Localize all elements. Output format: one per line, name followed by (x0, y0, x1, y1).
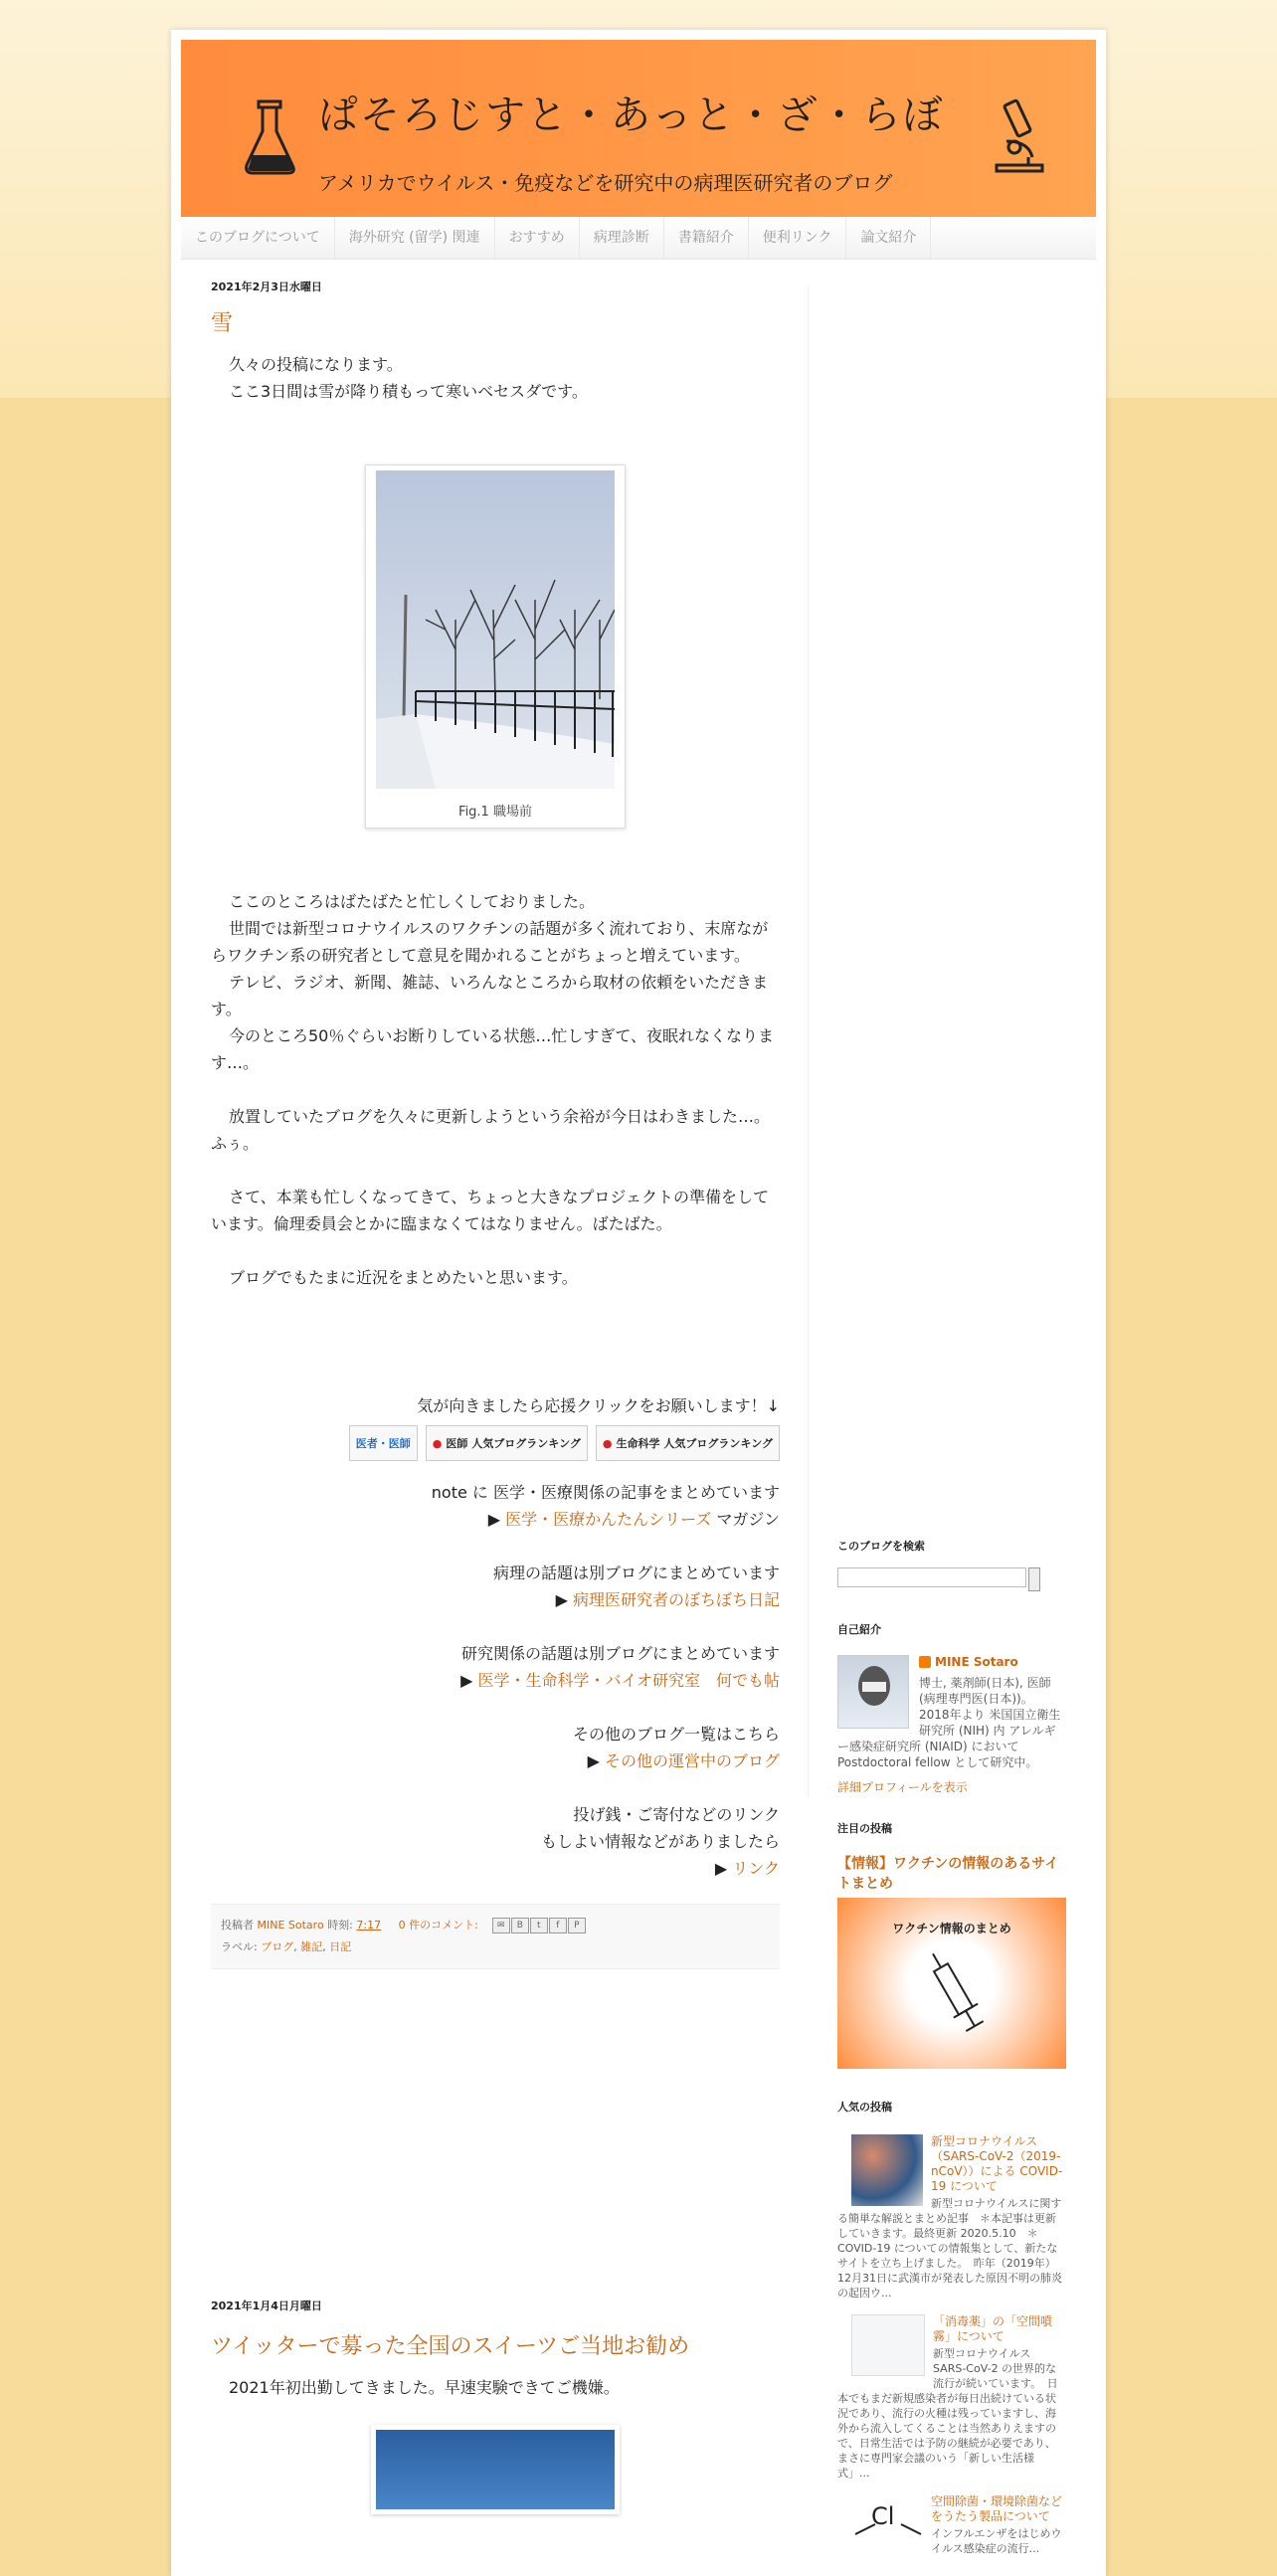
snow-photo[interactable] (376, 470, 615, 789)
syringe-icon (927, 1945, 987, 2045)
post-photo-frame (365, 464, 626, 828)
other-blogs-line: その他のブログ一覧はこちら (572, 1725, 780, 1744)
label-link[interactable]: 雑記 (300, 1940, 323, 1953)
post-paragraph: さて、本業も忙しくなってきて、ちょっと大きなプロジェクトの準備をしています。倫理委員会とかに臨まなくてはなりません。ばたばた。 (211, 1188, 770, 1233)
post-paragraph: 今のところ50％ぐらいお断りしている状態…忙しすぎて、夜眠れなくなります…。 (211, 1026, 775, 1072)
post-date: 2021年1月4日月曜日 (211, 2300, 322, 2312)
tip-line: もしよい情報などがありましたら (540, 1832, 780, 1851)
search-button[interactable] (1028, 1567, 1040, 1591)
profile-name-link[interactable]: MINE Sotaro (935, 1655, 1018, 1669)
column-divider (808, 286, 809, 1798)
ranking-badges (211, 1425, 780, 1461)
blog-title[interactable]: ぱそろじすと・あっと・ざ・らぼ (318, 92, 945, 138)
post-paragraph: 2021年初出勤してきました。早速実験できてご機嫌。 (229, 2378, 620, 2397)
note-suffix: マガジン (711, 1510, 780, 1529)
popular-post-snippet: 新型コロナウイルスに関する簡単な解説とまとめ記事 ＊本記事は更新していきます。最終更新 2020.5.10 ＊COVID-19 についての情報集として、新たなサイトを立ち上げました。 昨年（2019年）12月31日に武漢市が発表した原因不明の肺炎の起因ウ... (837, 2197, 1062, 2300)
popular-post-link[interactable]: 新型コロナウイルス（SARS-CoV-2（2019-nCoV））による COVID-19 について (931, 2134, 1063, 2193)
nav-tabs (181, 217, 1096, 260)
popular-post-snippet: 新型コロナウイルス SARS-CoV-2 の世界的な流行が続いています。 日本でもまだ新規感染者が毎日出続けている状況であり、流行の火種は残っていますし、海外から流入してくることは当然ありえますので、日常生活では予防の継続が必要であり、まさに専門家会議のいう「新しい生活様式」... (837, 2347, 1058, 2480)
featured-post-link[interactable]: 【情報】ワクチンの情報のあるサイトまとめ (837, 1856, 1059, 1892)
tab-pathology[interactable]: 病理診断 (580, 217, 664, 259)
ranking-badge-physician[interactable]: ● 医師 人気ブログランキング (426, 1425, 588, 1461)
featured-image[interactable] (837, 1898, 1066, 2069)
photo-caption: Fig.1 職場前 (458, 805, 532, 820)
popular-post-snippet: インフルエンザをはじめウイルス感染症の流行... (931, 2527, 1062, 2555)
time-label: 時刻: (327, 1919, 353, 1932)
popular-post-item (837, 2314, 1066, 2481)
ranking-cta: 気が向きましたら応援クリックをお願いします！↓ (417, 1396, 780, 1415)
pinterest-share-icon[interactable]: P (568, 1918, 586, 1933)
search-input[interactable] (837, 1567, 1026, 1587)
post-title[interactable]: ツイッターで募った全国のスイーツご当地お勧め (211, 2334, 690, 2359)
popular-widget (837, 2099, 1066, 2558)
tab-overseas-research[interactable]: 海外研究 (留学) 関連 (335, 217, 495, 259)
featured-widget (837, 1820, 1066, 2069)
featured-widget-title: 注目の投稿 (837, 1822, 892, 1835)
post-paragraph: 世間では新型コロナウイルスのワクチンの話題が多く流れており、末席ながらワクチン系の研究者として意見を聞かれることがちょっと増えています。 (211, 919, 769, 965)
search-widget (837, 1538, 1066, 1591)
popular-post-link[interactable]: 「消毒薬」の「空間噴霧」について (933, 2314, 1053, 2343)
post-title[interactable]: 雪 (211, 311, 234, 336)
post-photo[interactable] (371, 2425, 620, 2514)
blog-description: アメリカでウイルス・免疫などを研究中の病理医研究者のブログ (318, 171, 893, 195)
main-column: 2021年2月3日水曜日 雪 久々の投稿になります。 ここ3日間は雪が降り積もって寒いベセスダです。 Fig.1 職場前 ここのところはばたばたと忙しくしておりました。 世間では新型コロナウイルスのワクチンの話題が多く流れており、末席ながらワクチン系の研究者として意見を聞かれることがちょっと増えています。 テレビ、ラジオ、新聞、雑誌、いろんなところから取材の依頼をいただきます。 今のところ50％ぐらいお断りしている状態…忙しすぎて、夜眠れなくなります…。 放置していたブログを久々に更新しようという余裕が今日はわきました…。ふぅ。 さて、本業も忙しくなってきて、ちょっと大きなプロジェクトの準備をしています。倫理委員会とかに臨まなくてはなりません。ばたばた。 ブログでもたまに近況をまとめたいと思います。 気が向きましたら応援クリックをお願いします！↓ 医者・医師 ● 医師 人気ブログランキング ● 生命科学 人気ブログランキング note に 医学・医療関係の記事をまとめています ▶ 医学・医療かんたんシリーズ マガジン 病理の話題は別ブログにまとめています ▶ 病理医研究者のぼちぼち日記 研究関係の話題は別ブログにまとめています ▶ 医学・生命科学・バイオ研究室 何でも帖 その他のブログ一覧はこちら ▶ その他の運営中のブログ 投げ銭・ご寄付などのリンク もしよい情報などがありましたら ▶ リンク 投稿者 MINE Sotaro 時刻: 7:17 0 件のコメント: ✉ B t f P ラベル: ブログ, 雑記, 日記 2021年1月4日月曜日 ツイッターで募った全国のスイーツご当地お勧め 2021年初出勤してきました。早速実験できてご機嫌。 (211, 278, 780, 2514)
featured-image-text: ワクチン情報のまとめ (892, 1922, 1011, 1935)
comments-link[interactable]: 0 件のコメント: (398, 1919, 478, 1932)
research-line: 研究関係の話題は別ブログにまとめています (460, 1644, 780, 1663)
ranking-badge-doctor[interactable]: 医者・医師 (349, 1425, 418, 1461)
tab-books[interactable]: 書籍紹介 (664, 217, 749, 259)
note-line: note に 医学・医療関係の記事をまとめています (431, 1483, 780, 1502)
profile-text: 博士, 薬剤師(日本), 医師(病理専門医(日本))。 2018年より 米国国立衛生研究所 (NIH) 内 アレルギー感染症研究所 (NIAID) において Postdoctoral fellow として研究中。 (837, 1676, 1061, 1769)
tab-papers[interactable]: 論文紹介 (846, 217, 931, 259)
post-footer: 投稿者 MINE Sotaro 時刻: 7:17 0 件のコメント: ✉ B t f P ラベル: ブログ, 雑記, 日記 (211, 1904, 780, 1969)
popular-post-item (837, 2134, 1066, 2300)
profile-photo[interactable] (837, 1655, 909, 1729)
tip-line: 投げ銭・ご寄付などのリンク (573, 1805, 780, 1824)
post-paragraph: ここ3日間は雪が降り積もって寒いベセスダです。 (229, 382, 588, 401)
ranking-badge-life-science[interactable]: ● 生命科学 人気ブログランキング (596, 1425, 780, 1461)
label-link[interactable]: ブログ (261, 1940, 294, 1953)
popular-post-thumbnail[interactable] (851, 2314, 925, 2376)
popular-post-item (837, 2494, 1066, 2556)
blogger-icon (919, 1656, 931, 1668)
facebook-share-icon[interactable]: f (549, 1918, 567, 1933)
other-blogs-link[interactable]: その他の運営中のブログ (604, 1751, 780, 1770)
blog-container (171, 30, 1106, 2576)
research-blog-link[interactable]: 医学・生命科学・バイオ研究室 何でも帖 (477, 1671, 780, 1690)
svg-text:Cl: Cl (871, 2502, 895, 2530)
profile-widget (837, 1621, 1066, 1795)
profile-detail-link[interactable]: 詳細プロフィールを表示 (837, 1780, 968, 1794)
note-link[interactable]: 医学・医療かんたんシリーズ (505, 1510, 712, 1529)
chlorine-structure-thumbnail[interactable] (851, 2494, 923, 2554)
microscope-icon (989, 97, 1048, 177)
post-paragraph: テレビ、ラジオ、新聞、雑誌、いろんなところから取材の依頼をいただきます。 (211, 973, 769, 1018)
post-paragraph: ブログでもたまに近況をまとめたいと思います。 (229, 1268, 578, 1287)
labels-label: ラベル: (221, 1940, 258, 1953)
popular-post-thumbnail[interactable] (851, 2134, 923, 2206)
post-paragraph: ここのところはばたばたと忙しくしておりました。 (229, 892, 596, 911)
posted-by-label: 投稿者 (221, 1919, 254, 1932)
post-paragraph: 放置していたブログを久々に更新しようという余裕が今日はわきました…。ふぅ。 (211, 1107, 771, 1153)
popular-post-link[interactable]: 空間除菌・環境除菌などをうたう製品について (931, 2494, 1063, 2523)
tab-links[interactable]: 便利リンク (749, 217, 847, 259)
tab-about[interactable]: このブログについて (181, 217, 335, 259)
flask-icon (241, 97, 300, 177)
label-link[interactable]: 日記 (329, 1940, 352, 1953)
post-date: 2021年2月3日水曜日 (211, 280, 322, 293)
post-time-link[interactable]: 7:17 (356, 1919, 382, 1932)
twitter-share-icon[interactable]: t (530, 1918, 548, 1933)
profile-widget-title: 自己紹介 (837, 1623, 881, 1636)
post-paragraph: 久々の投稿になります。 (229, 355, 403, 374)
popular-widget-title: 人気の投稿 (837, 2101, 892, 2114)
email-share-icon[interactable]: ✉ (492, 1918, 510, 1933)
blog-header (181, 40, 1096, 217)
tab-recommend[interactable]: おすすめ (495, 217, 580, 259)
blog-share-icon[interactable]: B (511, 1918, 529, 1933)
author-link[interactable]: MINE Sotaro (257, 1919, 324, 1932)
search-widget-title: このブログを検索 (837, 1540, 925, 1553)
tip-link[interactable]: リンク (732, 1859, 780, 1878)
pathology-line: 病理の話題は別ブログにまとめています (492, 1564, 780, 1582)
pathology-blog-link[interactable]: 病理医研究者のぼちぼち日記 (572, 1590, 780, 1609)
